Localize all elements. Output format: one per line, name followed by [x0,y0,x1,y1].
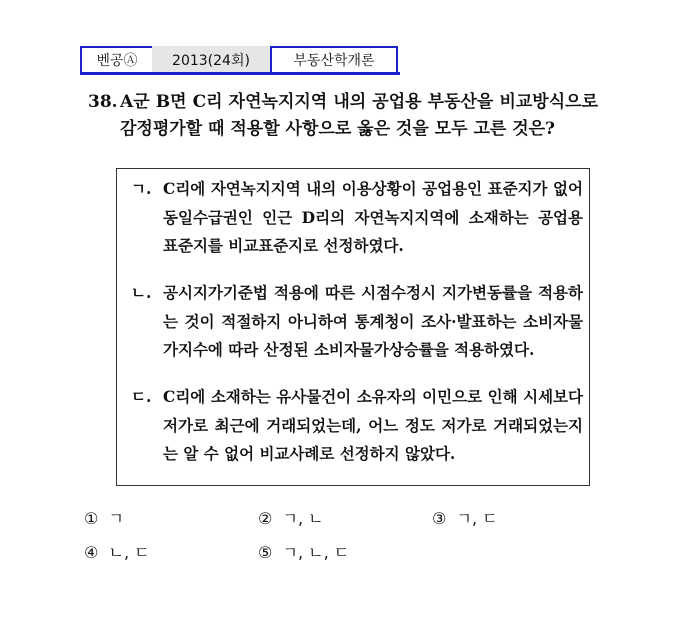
course-tab-label: 부동산학개론 [293,53,375,69]
year-tab-label: 2013(24회) [172,53,250,69]
subject-tab [80,46,152,74]
option-text: ㄱ, ㄴ [282,509,324,528]
header-underline [80,72,400,75]
answer-option-4[interactable] [84,542,150,564]
option-text: ㄱ, ㄷ [456,509,498,528]
question-text: A군 B면 C리 자연녹지지역 내의 공업용 부동산을 비교방식으로 감정평가할 때 적용할 사항으로 옳은 것을 모두 고른 것은? [120,92,598,139]
course-tab [270,46,398,74]
answer-option-1[interactable] [84,508,124,530]
statement-text: 공시지가기준법 적용에 따른 시점수정시 지가변동률을 적용하는 것이 적절하지 아니하여 통계청이 조사·발표하는 소비자물가지수에 따라 산정된 소비자물가상승률을 적용하였다. [163,283,583,359]
statement-mark: ㄷ. [131,387,152,406]
answer-option-5[interactable] [258,542,349,564]
answer-option-3[interactable] [432,508,498,530]
option-number: ② [258,509,273,528]
subject-tab-label: 벤공Ⓐ [96,53,138,69]
option-text: ㄴ, ㄷ [108,543,150,562]
option-text: ㄱ [108,509,124,528]
option-number: ③ [432,509,447,528]
statement-box [116,168,590,486]
statement-text: C리에 자연녹지지역 내의 이용상황이 공업용인 표준지가 없어 동일수급권인 인근 D리의 자연녹지지역에 소재하는 공업용 표준지를 비교표준지로 선정하였다. [163,179,583,255]
option-number: ⑤ [258,543,273,562]
exam-header-tabs [80,46,398,74]
option-text: ㄱ, ㄴ, ㄷ [282,543,350,562]
option-number: ④ [84,543,99,562]
statement-mark: ㄴ. [131,283,152,302]
question-number: 38. [88,92,118,112]
answer-option-2[interactable] [258,508,324,530]
year-tab [152,46,270,74]
statement-mark: ㄱ. [131,179,152,198]
option-number: ① [84,509,99,528]
statement-text: C리에 소재하는 유사물건이 소유자의 이민으로 인해 시세보다 저가로 최근에 거래되었는데, 어느 정도 저가로 거래되었는지는 알 수 없어 비교사례로 선정하지 않았다. [163,387,583,463]
